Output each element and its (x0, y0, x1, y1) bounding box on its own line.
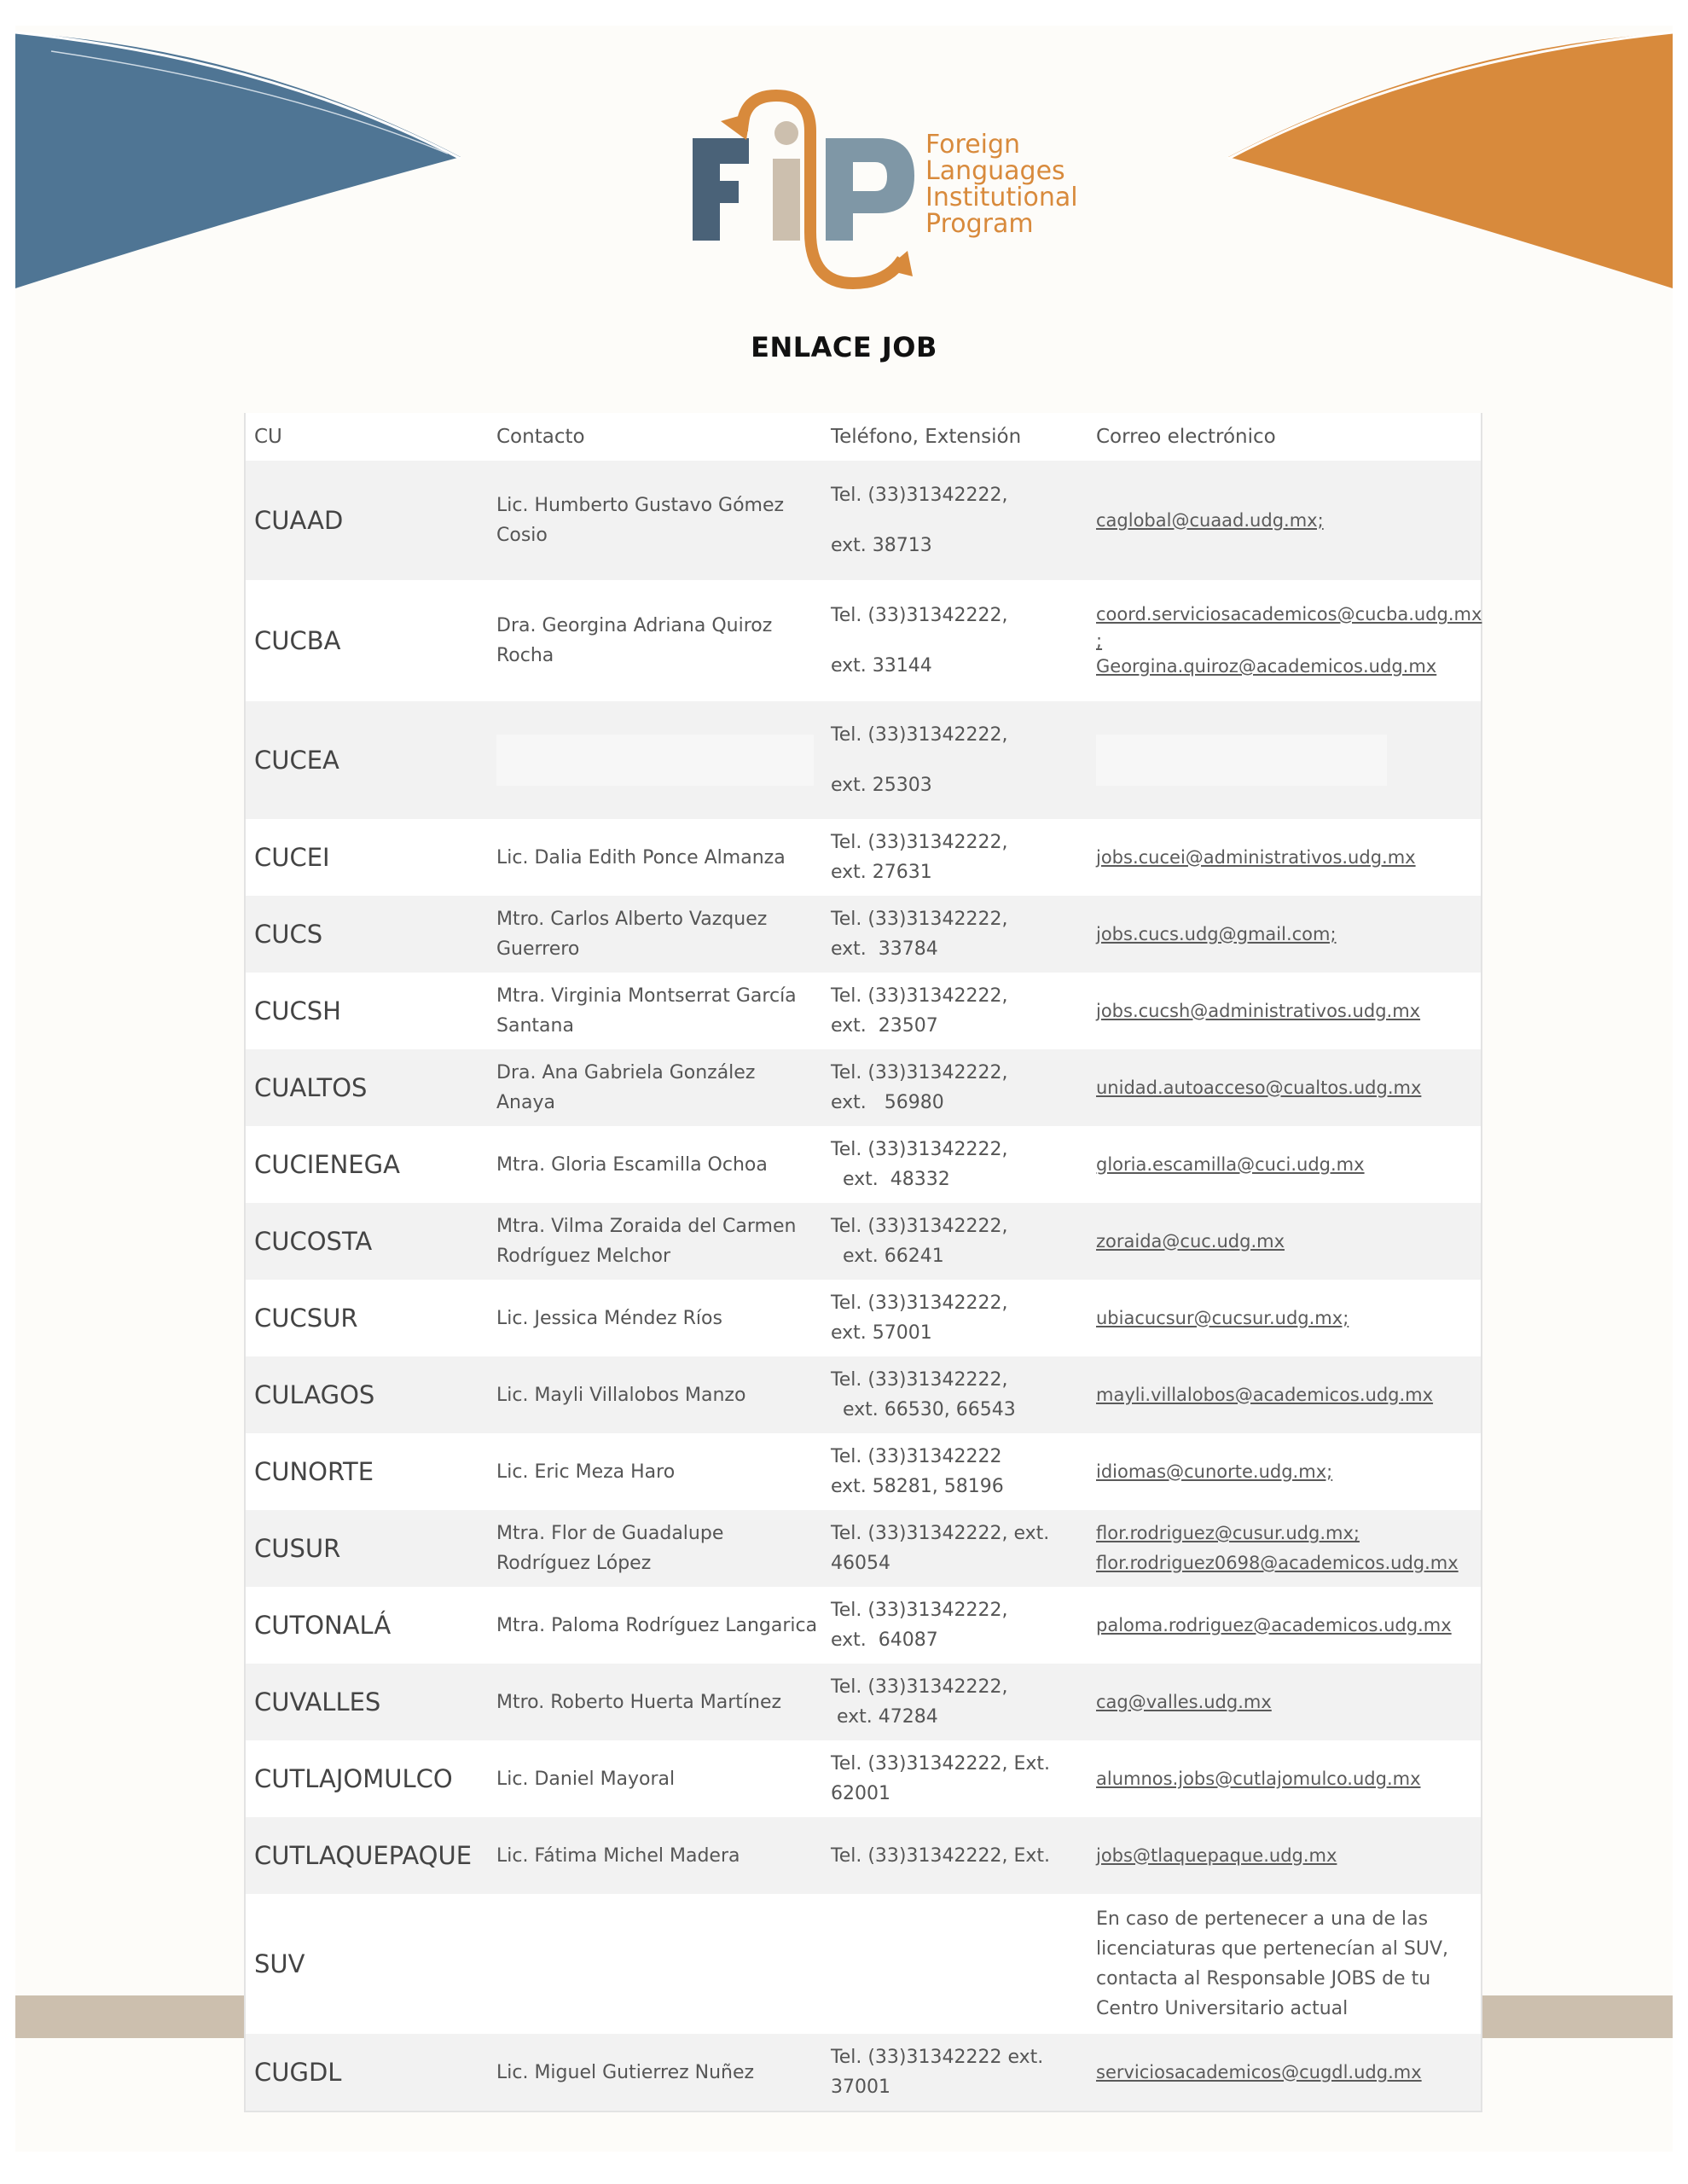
cell-contact (488, 1203, 822, 1280)
phone-line: Tel. (33)31342222, Ext. (831, 1844, 1050, 1867)
table-row (246, 1433, 1481, 1510)
cell-contact (488, 1433, 822, 1510)
contact-line: Guerrero (496, 938, 580, 960)
cell-email (1088, 701, 1481, 819)
email-link[interactable]: unidad.autoacceso@cualtos.udg.mx (1096, 1077, 1422, 1098)
cell-contact (488, 1817, 822, 1894)
contact-line: Mtra. Gloria Escamilla Ochoa (496, 1153, 768, 1176)
email-link[interactable]: paloma.rodriguez@academicos.udg.mx (1096, 1614, 1452, 1635)
email-link[interactable]: jobs@tlaquepaque.udg.mx (1096, 1844, 1337, 1866)
contact-line: Lic. Mayli Villalobos Manzo (496, 1384, 746, 1406)
phone-line: Tel. (33)31342222, ext. (831, 1523, 1050, 1544)
phone-line: Tel. (33)31342222, Ext. (831, 1753, 1050, 1774)
logo-wordmark (925, 131, 1078, 237)
phone-line: ext. 23507 (831, 1015, 938, 1037)
phone-line: Tel. (33)31342222, (831, 1216, 1008, 1237)
email-link[interactable]: mayli.villalobos@academicos.udg.mx (1096, 1384, 1434, 1405)
email-link[interactable]: idiomas@cunorte.udg.mx; (1096, 1461, 1333, 1482)
contact-line: Dra. Ana Gabriela González (496, 1062, 756, 1083)
cell-email (1088, 1664, 1481, 1740)
table-row (246, 1280, 1481, 1356)
email-link[interactable]: coord.serviciosacademicos@cucba.udg.mx (1096, 604, 1482, 624)
cell-cu: CUCSH (254, 996, 341, 1025)
contact-line: Mtra. Flor de Guadalupe (496, 1523, 724, 1544)
phone-line: ext. 25303 (831, 775, 932, 796)
cell-contact (488, 973, 822, 1049)
contact-line: Mtro. Roberto Huerta Martínez (496, 1691, 782, 1713)
phone-line: ext. 56980 (831, 1092, 944, 1113)
cell-contact (488, 1280, 822, 1356)
table-row (246, 1203, 1481, 1280)
cell-email (1088, 1356, 1481, 1433)
cell-email (1088, 896, 1481, 973)
right-wing-shape (1228, 32, 1673, 288)
logo-line-3: Institutional (925, 183, 1078, 212)
phone-line: Tel. (33)31342222, (831, 485, 1008, 506)
table-row (246, 973, 1481, 1049)
cell-cu: CUCEA (246, 701, 488, 819)
email-link[interactable]: jobs.cucsh@administrativos.udg.mx (1096, 1000, 1421, 1021)
cell-phone (822, 1740, 1088, 1817)
table-row (246, 1817, 1481, 1894)
phone-line: Tel. (33)31342222 ext. (831, 2047, 1044, 2068)
cell-contact (488, 1740, 822, 1817)
email-link[interactable]: alumnos.jobs@cutlajomulco.udg.mx (1096, 1768, 1421, 1789)
cell-contact (488, 1510, 822, 1587)
phone-line: ext. 33784 (831, 938, 938, 960)
cell-email (1088, 580, 1481, 701)
phone-line: ext. 38713 (831, 535, 932, 556)
table-row (246, 2034, 1481, 2111)
phone-line: Tel. (33)31342222 (831, 1446, 1002, 1467)
cell-cu: CUCIENEGA (254, 1149, 400, 1179)
cell-cu: CUCBA (254, 625, 341, 655)
blank-contact-area (496, 735, 814, 786)
flip-logo (682, 87, 1092, 292)
cell-contact (488, 461, 822, 580)
phone-line: ext. 48332 (831, 1169, 950, 1190)
contact-line: Santana (496, 1015, 574, 1037)
suv-note-line: En caso de pertenecer a una de las (1096, 1908, 1429, 1930)
cell-contact (488, 1587, 822, 1664)
contact-line: Lic. Humberto Gustavo Gómez (496, 495, 785, 516)
table-row (246, 1126, 1481, 1203)
cell-phone (822, 1049, 1088, 1126)
cell-cu: CUNORTE (254, 1456, 374, 1486)
cell-contact (488, 1894, 822, 2034)
logo-line-4: Program (925, 209, 1034, 239)
cell-email (1088, 1049, 1481, 1126)
cell-phone (822, 819, 1088, 896)
cell-email (1088, 973, 1481, 1049)
table-row (246, 1740, 1481, 1817)
contacts-table (246, 413, 1481, 2111)
table-row (246, 1356, 1481, 1433)
phone-line: ext. 57001 (831, 1322, 932, 1344)
cell-contact (488, 819, 822, 896)
phone-line: ext. 64087 (831, 1629, 938, 1651)
cell-contact (488, 1356, 822, 1433)
cell-cu: CUSUR (246, 1510, 488, 1587)
header-email: Correo electrónico (1096, 426, 1276, 448)
email-link[interactable]: flor.rodriguez0698@academicos.udg.mx (1096, 1553, 1459, 1573)
contact-line: Lic. Eric Meza Haro (496, 1461, 676, 1483)
contact-line: Lic. Jessica Méndez Ríos (496, 1307, 722, 1329)
cell-contact (488, 1126, 822, 1203)
blank-email-area (1096, 735, 1387, 786)
cell-cu: CULAGOS (246, 1356, 488, 1433)
cell-cu: CUCS (246, 896, 488, 973)
table-row (246, 1894, 1481, 2034)
phone-line: Tel. (33)31342222, (831, 1676, 1008, 1698)
cell-phone (822, 896, 1088, 973)
cell-phone (822, 2034, 1088, 2111)
logo-line-1: Foreign (925, 130, 1021, 160)
email-link[interactable]: jobs.cucs.udg@gmail.com; (1096, 923, 1337, 944)
cell-contact (488, 701, 822, 819)
cell-cu: CUTLAJOMULCO (254, 1763, 453, 1793)
logo-line-2: Languages (925, 156, 1065, 186)
contact-line: Lic. Daniel Mayoral (496, 1768, 676, 1790)
cell-phone (822, 973, 1088, 1049)
cell-phone (822, 1664, 1088, 1740)
cell-phone (822, 461, 1088, 580)
table-row (246, 701, 1481, 819)
suv-note-line: Centro Universitario actual (1096, 1998, 1349, 2019)
email-link[interactable]: caglobal@cuaad.udg.mx; (1096, 509, 1324, 531)
page-title: ENLACE JOB (751, 331, 937, 363)
cell-cu: CUCOSTA (246, 1203, 488, 1280)
cell-cu: CUTLAQUEPAQUE (246, 1817, 488, 1894)
contact-line: Mtra. Paloma Rodríguez Langarica (496, 1614, 818, 1636)
table-row (246, 580, 1481, 701)
contact-line: Mtro. Carlos Alberto Vazquez (496, 909, 768, 930)
contact-line: Anaya (496, 1092, 555, 1113)
phone-line: ext. 66241 (831, 1246, 944, 1267)
cell-email (1088, 1280, 1481, 1356)
table-row (246, 461, 1481, 580)
cell-phone (822, 701, 1088, 819)
phone-line: ext. 27631 (831, 862, 932, 883)
phone-line: 62001 (831, 1783, 890, 1804)
email-link[interactable]: serviciosacademicos@cugdl.udg.mx (1096, 2061, 1422, 2082)
left-sand-band (15, 1995, 246, 2038)
phone-line: ext. 47284 (831, 1706, 938, 1728)
contact-line: Cosio (496, 525, 548, 546)
phone-line: Tel. (33)31342222, (831, 1139, 1008, 1160)
cell-contact (488, 580, 822, 701)
phone-line: Tel. (33)31342222, (831, 909, 1008, 930)
cell-email (1088, 1817, 1481, 1894)
left-wing-shape (15, 32, 461, 288)
email-link[interactable]: ubiacucsur@cucsur.udg.mx; (1096, 1307, 1349, 1328)
phone-line: Tel. (33)31342222, (831, 1600, 1008, 1621)
cell-email (1088, 1510, 1481, 1587)
cell-email (1088, 1433, 1481, 1510)
contacts-table-container (244, 413, 1482, 2112)
email-link[interactable]: cag@valles.udg.mx (1096, 1691, 1272, 1712)
phone-line: Tel. (33)31342222, (831, 605, 1008, 626)
cell-cu: CUGDL (246, 2034, 488, 2111)
table-row (246, 1664, 1481, 1740)
cell-phone (822, 1433, 1088, 1510)
phone-line: Tel. (33)31342222, (831, 1292, 1008, 1314)
phone-line: 46054 (831, 1553, 890, 1574)
suv-note-line: contacta al Responsable JOBS de tu (1096, 1968, 1431, 1989)
cell-email (1088, 461, 1481, 580)
phone-gap (831, 510, 1088, 531)
header-phone: Teléfono, Extensión (831, 426, 1022, 448)
contact-line: Rodríguez López (496, 1553, 652, 1574)
email-separator: ; (1096, 630, 1103, 651)
cell-contact (488, 2034, 822, 2111)
cell-phone (822, 1356, 1088, 1433)
cell-phone (822, 1894, 1088, 2034)
email-link[interactable]: gloria.escamilla@cuci.udg.mx (1096, 1153, 1365, 1175)
cell-contact (488, 896, 822, 973)
phone-line: ext. 33144 (831, 655, 932, 677)
cell-phone (822, 1587, 1088, 1664)
phone-line: ext. 58281, 58196 (831, 1476, 1004, 1497)
cell-email (1088, 1587, 1481, 1664)
right-sand-band (1481, 1995, 1673, 2038)
cell-phone (822, 1126, 1088, 1203)
cell-phone (822, 1510, 1088, 1587)
email-link[interactable]: flor.rodriguez@cusur.udg.mx; (1096, 1523, 1360, 1543)
header-cu: CU (254, 426, 282, 448)
cell-cu: CUAAD (246, 461, 488, 580)
contact-line: Mtra. Vilma Zoraida del Carmen (496, 1216, 797, 1237)
cell-email (1088, 1894, 1481, 2034)
phone-line: Tel. (33)31342222, (831, 1062, 1008, 1083)
cell-cu: CUCEI (254, 842, 330, 872)
table-row (246, 1510, 1481, 1587)
phone-line: Tel. (33)31342222, (831, 832, 1008, 853)
phone-line: ext. 66530, 66543 (831, 1399, 1016, 1420)
contact-line: Lic. Fátima Michel Madera (496, 1844, 740, 1867)
suv-note-line: licenciaturas que pertenecían al SUV, (1096, 1938, 1448, 1960)
table-row (246, 819, 1481, 896)
table-row (246, 1049, 1481, 1126)
cell-contact (488, 1049, 822, 1126)
cell-phone (822, 1203, 1088, 1280)
cell-phone (822, 1817, 1088, 1894)
cell-phone (822, 580, 1088, 701)
table-body (246, 461, 1481, 2111)
cell-cu: CUALTOS (246, 1049, 488, 1126)
flip-logo-mark (682, 87, 921, 292)
cell-email (1088, 2034, 1481, 2111)
phone-line: Tel. (33)31342222, (831, 724, 1008, 746)
cell-contact (488, 1664, 822, 1740)
contact-line: Lic. Miguel Gutierrez Nuñez (496, 2061, 755, 2083)
phone-line: Tel. (33)31342222, (831, 985, 1008, 1007)
cell-cu: SUV (254, 1949, 305, 1978)
contact-line: Dra. Georgina Adriana Quiroz Rocha (496, 615, 773, 666)
cell-email (1088, 819, 1481, 896)
email-link[interactable]: zoraida@cuc.udg.mx (1096, 1230, 1285, 1252)
contact-line: Lic. Dalia Edith Ponce Almanza (496, 846, 786, 868)
phone-line: Tel. (33)31342222, (831, 1369, 1008, 1391)
header-contact: Contacto (496, 426, 585, 448)
table-row (246, 1587, 1481, 1664)
email-link[interactable]: Georgina.quiroz@academicos.udg.mx (1096, 656, 1437, 677)
cell-email (1088, 1740, 1481, 1817)
contact-line: Rodríguez Melchor (496, 1246, 671, 1267)
contact-line: Mtra. Virginia Montserrat García (496, 985, 797, 1007)
phone-gap (831, 630, 1088, 651)
cell-email (1088, 1203, 1481, 1280)
cell-cu: CUTONALÁ (254, 1610, 392, 1640)
cell-cu: CUVALLES (246, 1664, 488, 1740)
phone-line: 37001 (831, 2077, 890, 2098)
phone-gap (831, 750, 1088, 770)
table-header-row (246, 413, 1481, 461)
cell-phone (822, 1280, 1088, 1356)
table-row (246, 896, 1481, 973)
cell-email (1088, 1126, 1481, 1203)
email-link[interactable]: jobs.cucei@administrativos.udg.mx (1096, 846, 1416, 868)
cell-cu: CUCSUR (254, 1303, 358, 1333)
